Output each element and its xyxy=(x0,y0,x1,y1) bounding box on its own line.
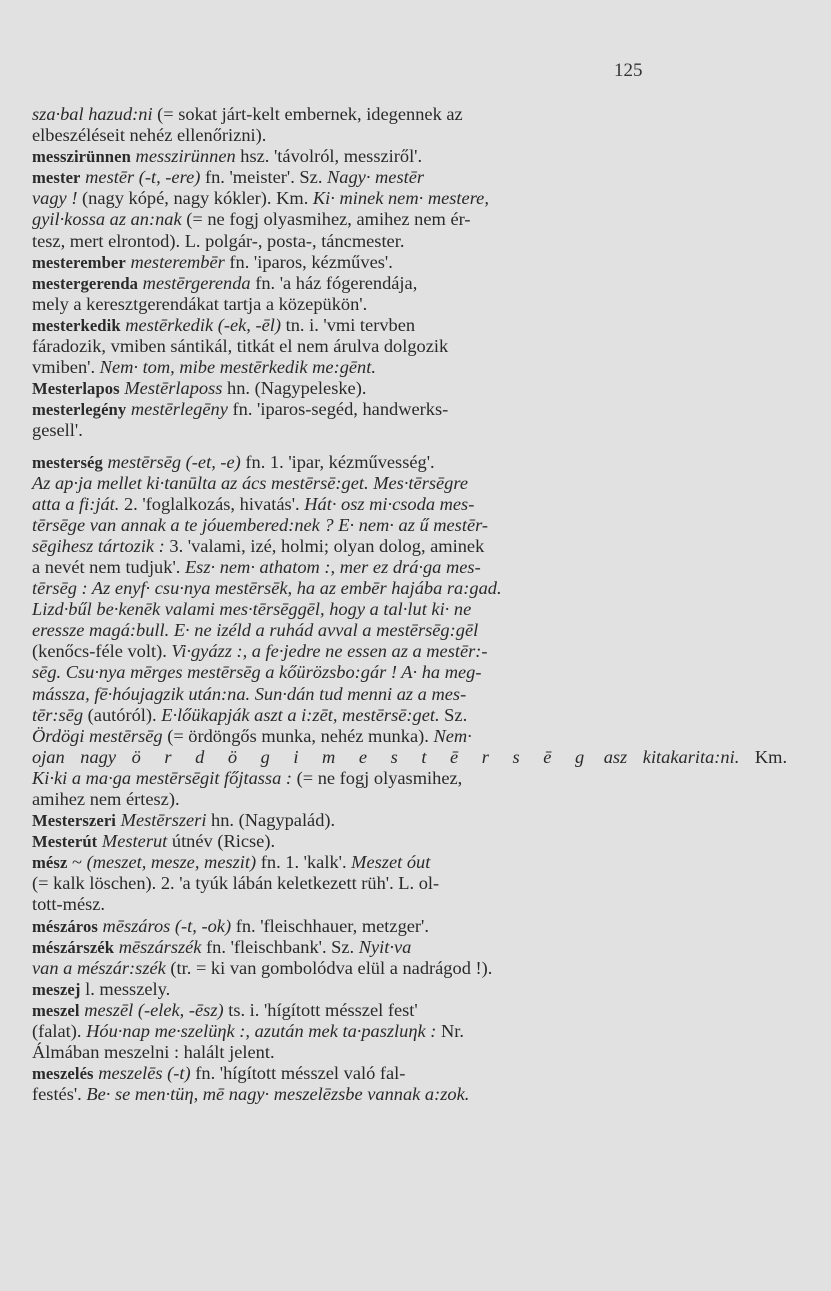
line-content xyxy=(32,873,439,893)
text-run: ojan nagy xyxy=(32,746,132,767)
text-run: elbeszéléseit nehéz ellenőrizni). xyxy=(32,125,267,146)
text-line xyxy=(32,273,812,294)
text-run: fn. 'iparos, kézműves'. xyxy=(224,251,393,272)
text-run: gesell'. xyxy=(32,420,83,441)
line-content xyxy=(32,188,489,208)
text-run: gyil·kossa az an:nak xyxy=(32,209,182,230)
text-run: (= sokat járt-kelt embernek, idegennek az xyxy=(152,104,463,124)
text-run: tn. i. 'vmi tervben xyxy=(281,314,416,335)
text-run: (kenőcs-féle volt). xyxy=(32,641,172,662)
text-run: tērsēge van annak a te jóuembered:nek ? E· nem· az ű mestēr- xyxy=(32,514,489,535)
text-run: Mestērlaposs xyxy=(124,378,223,399)
text-line xyxy=(32,831,812,852)
headword: mesterség xyxy=(32,452,103,472)
text-run: Mestērszeri xyxy=(120,810,207,831)
text-run: Ki· minek nem· mestere, xyxy=(312,188,489,209)
text-run: (nagy kópé, nagy kókler). Km. xyxy=(77,188,313,209)
text-line xyxy=(32,578,812,599)
text-line xyxy=(32,641,812,662)
line-content xyxy=(32,167,424,187)
headword: Mesterút xyxy=(32,832,98,852)
text-run: Nr. xyxy=(436,1021,464,1042)
line-content xyxy=(32,1000,418,1020)
text-run: 2. 'foglalkozás, hivatás'. xyxy=(119,493,305,514)
line-content xyxy=(32,937,411,957)
text-run: Meszet óut xyxy=(351,852,431,873)
text-run: festés'. xyxy=(32,1084,87,1105)
line-content xyxy=(32,494,474,514)
headword: mestergerenda xyxy=(32,273,139,293)
line-content xyxy=(32,852,430,872)
text-line xyxy=(32,1063,812,1084)
text-line xyxy=(32,231,812,252)
text-run: mestēr (-t, -ere) xyxy=(85,167,201,188)
text-run: Hóu·nap me·szelüηk :, azután mek ta·paszluηk : xyxy=(86,1021,437,1042)
text-run: mestērlegēny xyxy=(130,399,228,420)
text-run: mássza, fē·hóujagzik után:na. Sun·dán tud menni az a mes- xyxy=(32,683,467,704)
text-run: sza·bal hazud:ni xyxy=(32,104,153,124)
text-run: messzirünnen xyxy=(135,146,236,167)
text-run: mēszáros (-t, -ok) xyxy=(102,915,232,936)
text-line xyxy=(32,620,812,641)
text-run: tēr:sēg xyxy=(32,704,84,725)
text-run: Mesterut xyxy=(101,831,168,852)
line-content xyxy=(32,620,478,640)
text-run: Vi·gyázz :, a fe·jedre ne essen az a mestēr:- xyxy=(171,641,488,662)
text-run: vmiben'. xyxy=(32,357,100,378)
line-content xyxy=(32,515,488,535)
headword: mészárszék xyxy=(32,937,115,957)
line-content xyxy=(32,916,429,936)
line-content xyxy=(32,125,266,145)
text-run: (= ördöngős munka, nehéz munka). xyxy=(162,725,434,746)
line-content xyxy=(32,726,472,746)
text-run: mestērkedik (-ek, -ēl) xyxy=(125,314,281,335)
text-line xyxy=(32,357,812,378)
line-content xyxy=(32,894,105,914)
text-line xyxy=(32,958,812,979)
text-run: van a mészár:szék xyxy=(32,957,166,978)
text-line xyxy=(32,599,812,620)
line-content xyxy=(32,1084,469,1104)
text-line xyxy=(32,536,812,557)
text-run: Hát· osz mi·csoda mes- xyxy=(304,493,475,514)
text-run: fn. 'iparos-segéd, handwerks- xyxy=(227,399,449,420)
text-run: fn. 'fleischhauer, metzger'. xyxy=(231,915,429,936)
text-line xyxy=(32,188,812,209)
text-run: fn. 'hígított mésszel való fal- xyxy=(190,1063,406,1084)
headword: Mesterlapos xyxy=(32,379,120,399)
text-line xyxy=(32,494,812,515)
text-run: vagy ! xyxy=(32,188,78,209)
text-run: Nem· tom, mibe mestērkedik me:gēnt. xyxy=(99,357,376,378)
text-run: (autóról). xyxy=(83,704,162,725)
line-content xyxy=(32,452,435,472)
text-run: mesterembēr xyxy=(130,251,225,272)
text-run: l. messzely. xyxy=(80,978,171,999)
line-content xyxy=(32,1021,464,1041)
text-run: fáradozik, vmiben sántikál, titkát el nem árulva dolgozik xyxy=(32,336,449,357)
text-line xyxy=(32,705,812,726)
line-content xyxy=(32,336,448,356)
text-line xyxy=(32,378,812,399)
headword: mester xyxy=(32,168,81,188)
text-line xyxy=(32,515,812,536)
text-line xyxy=(32,1084,812,1105)
text-run: (= ne fogj olyasmihez, amihez nem ér- xyxy=(181,209,471,230)
text-run: ts. i. 'hígított mésszel fest' xyxy=(223,999,418,1020)
text-run: sēg. Csu·nya mērges mestērsēg a kőürözsbo:gár ! A· ha meg- xyxy=(32,662,482,683)
text-run: fn. 'meister'. Sz. xyxy=(200,167,328,188)
text-run: Esz· nem· athatom :, mer ez drá·ga mes- xyxy=(184,556,481,577)
text-run: 3. 'valami, izé, holmi; olyan dolog, aminek xyxy=(164,535,485,556)
line-content xyxy=(32,294,367,314)
headword: meszel xyxy=(32,1000,80,1020)
line-content xyxy=(32,536,484,556)
text-line xyxy=(32,557,812,578)
line-content xyxy=(32,231,404,251)
text-run: tott-mész. xyxy=(32,894,106,915)
text-line xyxy=(32,125,812,146)
text-run: tērsēg : Az enyf· csu·nya mestērsēk, ha az embēr hajába ra:gad. xyxy=(32,578,502,599)
text-run: E·lőükapják aszt a i:zēt, mestērsē:get. xyxy=(161,704,440,725)
text-line xyxy=(32,810,812,831)
text-run: atta a fi:ját. xyxy=(32,493,120,514)
text-run: Lizd·bűl be·kenēk valami mes·tērsēggēl, hogy a tal·lut ki· ne xyxy=(32,599,472,620)
text-line xyxy=(32,747,812,768)
text-line xyxy=(32,420,812,441)
text-line xyxy=(32,662,812,683)
text-run: ~ xyxy=(67,852,87,873)
line-content xyxy=(32,789,180,809)
line-content xyxy=(32,831,275,851)
line-content xyxy=(32,1042,275,1062)
text-line xyxy=(32,336,812,357)
text-run: útnév (Ricse). xyxy=(167,831,276,852)
text-line xyxy=(32,473,812,494)
headword: meszelés xyxy=(32,1064,94,1084)
line-content xyxy=(32,1063,405,1083)
text-line xyxy=(32,684,812,705)
text-line xyxy=(32,873,812,894)
headword: messzirünnen xyxy=(32,147,131,167)
text-line xyxy=(32,726,812,747)
line-content xyxy=(32,578,502,598)
headword: mesterember xyxy=(32,252,126,272)
text-run: Ki·ki a ma·ga mestērsēgit főjtassa : xyxy=(32,767,293,788)
line-content xyxy=(32,979,170,999)
text-run: Sz. xyxy=(439,704,468,725)
text-run: sēgihesz tártozik : xyxy=(32,535,165,556)
line-content xyxy=(32,557,481,577)
text-run: (meszet, mesze, meszit) xyxy=(86,852,257,873)
text-run: ö r d ö g i m e s t ē r s ē g xyxy=(131,746,589,767)
headword: Mesterszeri xyxy=(32,811,117,831)
text-run: Be· se men·tüη, mē nagy· meszelēzsbe vannak a:zok. xyxy=(86,1084,470,1105)
text-run: eressze magá:bull. E· ne izéld a ruhád avval a mestērsēg:gēl xyxy=(32,620,479,641)
line-content xyxy=(32,252,393,272)
text-line xyxy=(32,1021,812,1042)
text-run: fn. 'a ház fógerendája, xyxy=(250,272,418,293)
text-line xyxy=(32,1000,812,1021)
line-content xyxy=(32,209,471,229)
text-run: hn. (Nagypalád). xyxy=(206,810,336,831)
line-content xyxy=(32,420,83,440)
line-content xyxy=(32,641,488,661)
text-line xyxy=(32,315,812,336)
text-run: mely a keresztgerendákat tartja a közepükön'. xyxy=(32,293,368,314)
text-line xyxy=(32,452,812,473)
text-run: fn. 1. 'kalk'. xyxy=(256,852,352,873)
line-content xyxy=(32,810,335,830)
text-run: Nyit·va xyxy=(358,936,412,957)
text-run: fn. 'fleischbank'. Sz. xyxy=(201,936,359,957)
paragraph-gap xyxy=(32,442,812,452)
line-content xyxy=(32,315,415,335)
headword: mesterkedik xyxy=(32,315,121,335)
text-line xyxy=(32,894,812,915)
text-line xyxy=(32,294,812,315)
text-run: Az ap·ja mellet ki·tanūlta az ács mestērsē:get. Mes·tērsēgre xyxy=(32,472,469,493)
line-content xyxy=(32,768,462,788)
dictionary-text xyxy=(32,104,812,1105)
headword: mesterlegény xyxy=(32,400,127,420)
text-run: meszelēs (-t) xyxy=(98,1063,191,1084)
text-run: asz kitakarita:ni. xyxy=(588,746,740,767)
text-line xyxy=(32,979,812,1000)
line-content xyxy=(32,146,422,166)
text-run: mestērgerenda xyxy=(142,272,251,293)
text-line xyxy=(32,916,812,937)
headword: mészáros xyxy=(32,916,98,936)
text-run: (tr. = ki van gombolódva elül a nadrágod !). xyxy=(165,957,493,978)
text-line xyxy=(32,146,812,167)
text-run: Nagy· mestēr xyxy=(327,167,425,188)
line-content xyxy=(32,378,366,398)
text-run: (= kalk löschen). 2. 'a tyúk lábán keletkezett rüh'. L. ol- xyxy=(32,873,440,894)
line-content xyxy=(32,273,417,293)
text-run: (= ne fogj olyasmihez, xyxy=(292,767,463,788)
text-run: Álmában meszelni : halált jelent. xyxy=(32,1042,275,1063)
text-run: tesz, mert elrontod). L. polgár-, posta-, táncmester. xyxy=(32,230,405,251)
text-run: Nem· xyxy=(433,725,472,746)
page-number: 125 xyxy=(614,60,643,81)
text-line xyxy=(32,167,812,188)
text-line xyxy=(32,1042,812,1063)
line-content xyxy=(32,958,492,978)
text-run: meszēl (-elek, -ēsz) xyxy=(84,999,224,1020)
line-content xyxy=(32,357,376,377)
text-run: Ördögi mestērsēg xyxy=(32,725,163,746)
text-run: hn. (Nagypeleske). xyxy=(222,378,367,399)
text-run: Km. xyxy=(739,746,788,767)
text-line xyxy=(32,399,812,420)
line-content xyxy=(32,473,468,493)
text-run: amihez nem értesz). xyxy=(32,789,180,809)
text-run: hsz. 'távolról, messziről'. xyxy=(235,146,423,167)
text-line xyxy=(32,937,812,958)
text-run: mēszárszék xyxy=(118,936,202,957)
text-line xyxy=(32,104,812,125)
text-run: fn. 1. 'ipar, kézművesség'. xyxy=(240,451,435,472)
text-line xyxy=(32,209,812,230)
line-content xyxy=(32,747,787,767)
text-line xyxy=(32,768,812,789)
text-run: mestērsēg (-et, -e) xyxy=(107,451,241,472)
text-run: (falat). xyxy=(32,1021,87,1042)
line-content xyxy=(32,705,467,725)
text-line xyxy=(32,852,812,873)
line-content xyxy=(32,104,463,124)
line-content xyxy=(32,662,482,682)
text-line xyxy=(32,252,812,273)
text-line xyxy=(32,789,812,810)
line-content xyxy=(32,599,471,619)
text-run: a nevét nem tudjuk'. xyxy=(32,556,185,577)
line-content xyxy=(32,684,466,704)
headword: meszej xyxy=(32,979,81,999)
headword: mész xyxy=(32,853,68,873)
line-content xyxy=(32,399,448,419)
